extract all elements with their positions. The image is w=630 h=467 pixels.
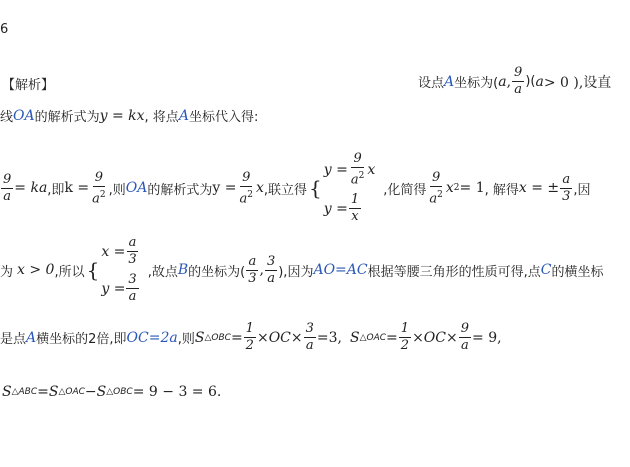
text: ,所以 xyxy=(54,264,85,280)
area-subscript: △OAC xyxy=(359,332,387,343)
result: =3, xyxy=(316,329,342,346)
times: × xyxy=(256,329,269,346)
line-5 xyxy=(0,322,502,353)
denominator: 3 xyxy=(128,252,137,267)
denominator xyxy=(237,187,255,206)
numerator: 3 xyxy=(128,272,137,287)
variable-x: x xyxy=(445,180,454,197)
system-brace: { xyxy=(86,258,100,282)
numerator: 9 xyxy=(460,321,470,336)
point-a-label: A xyxy=(26,329,37,346)
condition: x > 0 xyxy=(17,262,55,278)
system-row-2 xyxy=(101,273,139,304)
text: 的横坐标 xyxy=(551,264,604,280)
times: × xyxy=(446,329,458,346)
area-symbol: S xyxy=(350,329,360,346)
area-subscript: △OBC xyxy=(106,387,133,397)
denominator: a xyxy=(460,338,469,353)
line1-gt0: > 0 ),设直 xyxy=(543,74,612,91)
area-symbol: S xyxy=(96,384,107,400)
result: = 9 − 3 = 6. xyxy=(132,384,222,400)
fraction xyxy=(265,255,277,286)
text: , 解得 xyxy=(484,182,519,198)
system-row-2 xyxy=(324,193,376,224)
denominator xyxy=(90,187,108,206)
y-equals: y = xyxy=(101,280,126,297)
numerator: 9 xyxy=(431,169,441,185)
numerator: 1 xyxy=(245,321,254,336)
result: = 9, xyxy=(472,329,502,346)
system-brace: { xyxy=(309,176,322,201)
denominator xyxy=(427,187,445,206)
numerator: a xyxy=(248,253,257,269)
base: a xyxy=(350,172,359,188)
line1-text-b: 坐标为( xyxy=(454,76,499,91)
denominator: 2 xyxy=(245,338,254,353)
denominator: a xyxy=(514,82,523,97)
y-equals: y = xyxy=(323,161,348,178)
numerator: 3 xyxy=(266,253,276,269)
base: a xyxy=(239,190,248,206)
equals: = xyxy=(230,329,243,346)
line2-equation: y = kx xyxy=(99,107,145,124)
denominator: a xyxy=(305,338,314,353)
denominator: a xyxy=(3,188,12,204)
fraction xyxy=(399,322,411,353)
text: 的解析式为 xyxy=(147,182,213,198)
line1-text-c: )( xyxy=(525,74,536,89)
fraction xyxy=(246,255,258,286)
fraction xyxy=(459,322,471,353)
line-oa-label: OA xyxy=(125,180,148,197)
area-symbol: S xyxy=(2,384,12,400)
fraction xyxy=(304,322,316,353)
numerator: 9 xyxy=(353,151,362,166)
numerator: 9 xyxy=(514,65,523,80)
text: ),因为 xyxy=(278,264,314,280)
fraction xyxy=(427,171,445,206)
system-row-1 xyxy=(324,152,376,187)
area-subscript: △ABC xyxy=(11,387,38,397)
denominator: 3 xyxy=(562,188,571,204)
line1-text-a: 设点 xyxy=(418,76,445,91)
oc: OC xyxy=(268,329,291,346)
text: ,联立得 xyxy=(263,182,307,198)
exponent: 2 xyxy=(247,189,253,200)
equation: = ka xyxy=(14,180,48,197)
section-label: 【解析】 xyxy=(2,78,55,93)
denominator: a xyxy=(267,270,275,286)
point-a-label: A xyxy=(444,73,455,90)
y-equals: y = xyxy=(212,180,237,197)
fraction xyxy=(244,322,256,353)
fraction xyxy=(126,236,138,267)
line1-a1: a xyxy=(498,73,507,90)
line1-comma: , xyxy=(506,73,512,90)
line2-text-d: 坐标代入得: xyxy=(188,110,259,125)
line2-text-c: , 将点 xyxy=(144,110,179,125)
text: 是点 xyxy=(0,332,27,347)
area-subscript: △OBC xyxy=(204,332,231,343)
text: ,因 xyxy=(573,182,591,198)
fraction xyxy=(90,171,108,206)
numerator: a xyxy=(562,171,571,187)
text: 横坐标的2倍,即 xyxy=(36,332,127,347)
numerator: 3 xyxy=(305,321,314,336)
fraction xyxy=(560,173,572,204)
fraction xyxy=(349,152,367,187)
comma: , xyxy=(259,262,264,278)
equals: = xyxy=(37,384,49,400)
point-a-label: A xyxy=(178,107,189,124)
y-equals: y = xyxy=(323,200,348,217)
line2-text-b: 的解析式为 xyxy=(34,110,100,125)
text: ,化简得 xyxy=(383,182,427,198)
exponent: 2 xyxy=(358,171,365,181)
times: × xyxy=(412,329,424,346)
line-oa-label: OA xyxy=(13,107,35,124)
point-c-label: C xyxy=(540,262,552,278)
denominator: a xyxy=(128,289,137,304)
line1-a2: a xyxy=(535,73,544,90)
numerator: a xyxy=(128,235,137,250)
text: ,则 xyxy=(177,332,195,347)
numerator: 9 xyxy=(242,169,251,185)
system-row-1 xyxy=(101,236,139,267)
text: 为 xyxy=(0,264,14,280)
exponent: 2 xyxy=(453,183,460,194)
equation-system xyxy=(324,152,376,224)
area-symbol: S xyxy=(48,384,59,400)
denominator: 3 xyxy=(248,270,257,286)
numerator: 9 xyxy=(3,171,12,187)
oc: OC xyxy=(423,329,446,346)
line-1 xyxy=(418,66,611,97)
oc-equation: OC=2a xyxy=(126,329,178,346)
line-2 xyxy=(0,106,258,125)
base: a xyxy=(429,190,438,206)
fraction xyxy=(349,193,361,224)
numerator: 1 xyxy=(400,321,410,336)
line-4 xyxy=(0,236,603,304)
area-subscript: △OAC xyxy=(58,387,85,397)
area-symbol: S xyxy=(194,329,205,346)
line2-text-a: 线 xyxy=(0,110,14,125)
x-equals-pm: x = ± xyxy=(518,180,560,197)
k-equals: k = xyxy=(64,180,90,197)
equals: = xyxy=(386,329,398,346)
ao-ac-equality: AO=AC xyxy=(313,262,368,278)
text: 根据等腰三角形的性质可得,点 xyxy=(367,264,541,280)
numerator: 9 xyxy=(94,169,103,185)
line-3 xyxy=(0,152,591,224)
minus: − xyxy=(84,384,97,400)
times: × xyxy=(290,329,303,346)
point-b-label: B xyxy=(177,262,189,278)
numerator: 1 xyxy=(350,192,360,208)
text: ,故点 xyxy=(147,264,178,280)
fraction xyxy=(126,273,138,304)
denominator xyxy=(349,168,367,187)
text: ,则 xyxy=(108,182,126,198)
base: a xyxy=(92,190,100,206)
solution-system xyxy=(101,236,139,304)
denominator: x xyxy=(351,209,359,225)
fraction-9-over-a xyxy=(512,66,524,97)
exponent: 2 xyxy=(99,189,106,200)
equals-one: = 1 xyxy=(459,180,485,197)
variable-x: x xyxy=(367,161,376,178)
x-equals: x = xyxy=(101,243,126,260)
answer-value: 6 xyxy=(0,22,9,37)
fraction xyxy=(237,171,255,206)
text: 的坐标为( xyxy=(188,264,246,280)
fraction xyxy=(1,173,13,204)
exponent: 2 xyxy=(437,189,443,200)
line-6 xyxy=(2,384,221,400)
denominator: 2 xyxy=(400,338,410,353)
variable-x: x xyxy=(255,180,264,197)
text: ,即 xyxy=(47,182,65,198)
